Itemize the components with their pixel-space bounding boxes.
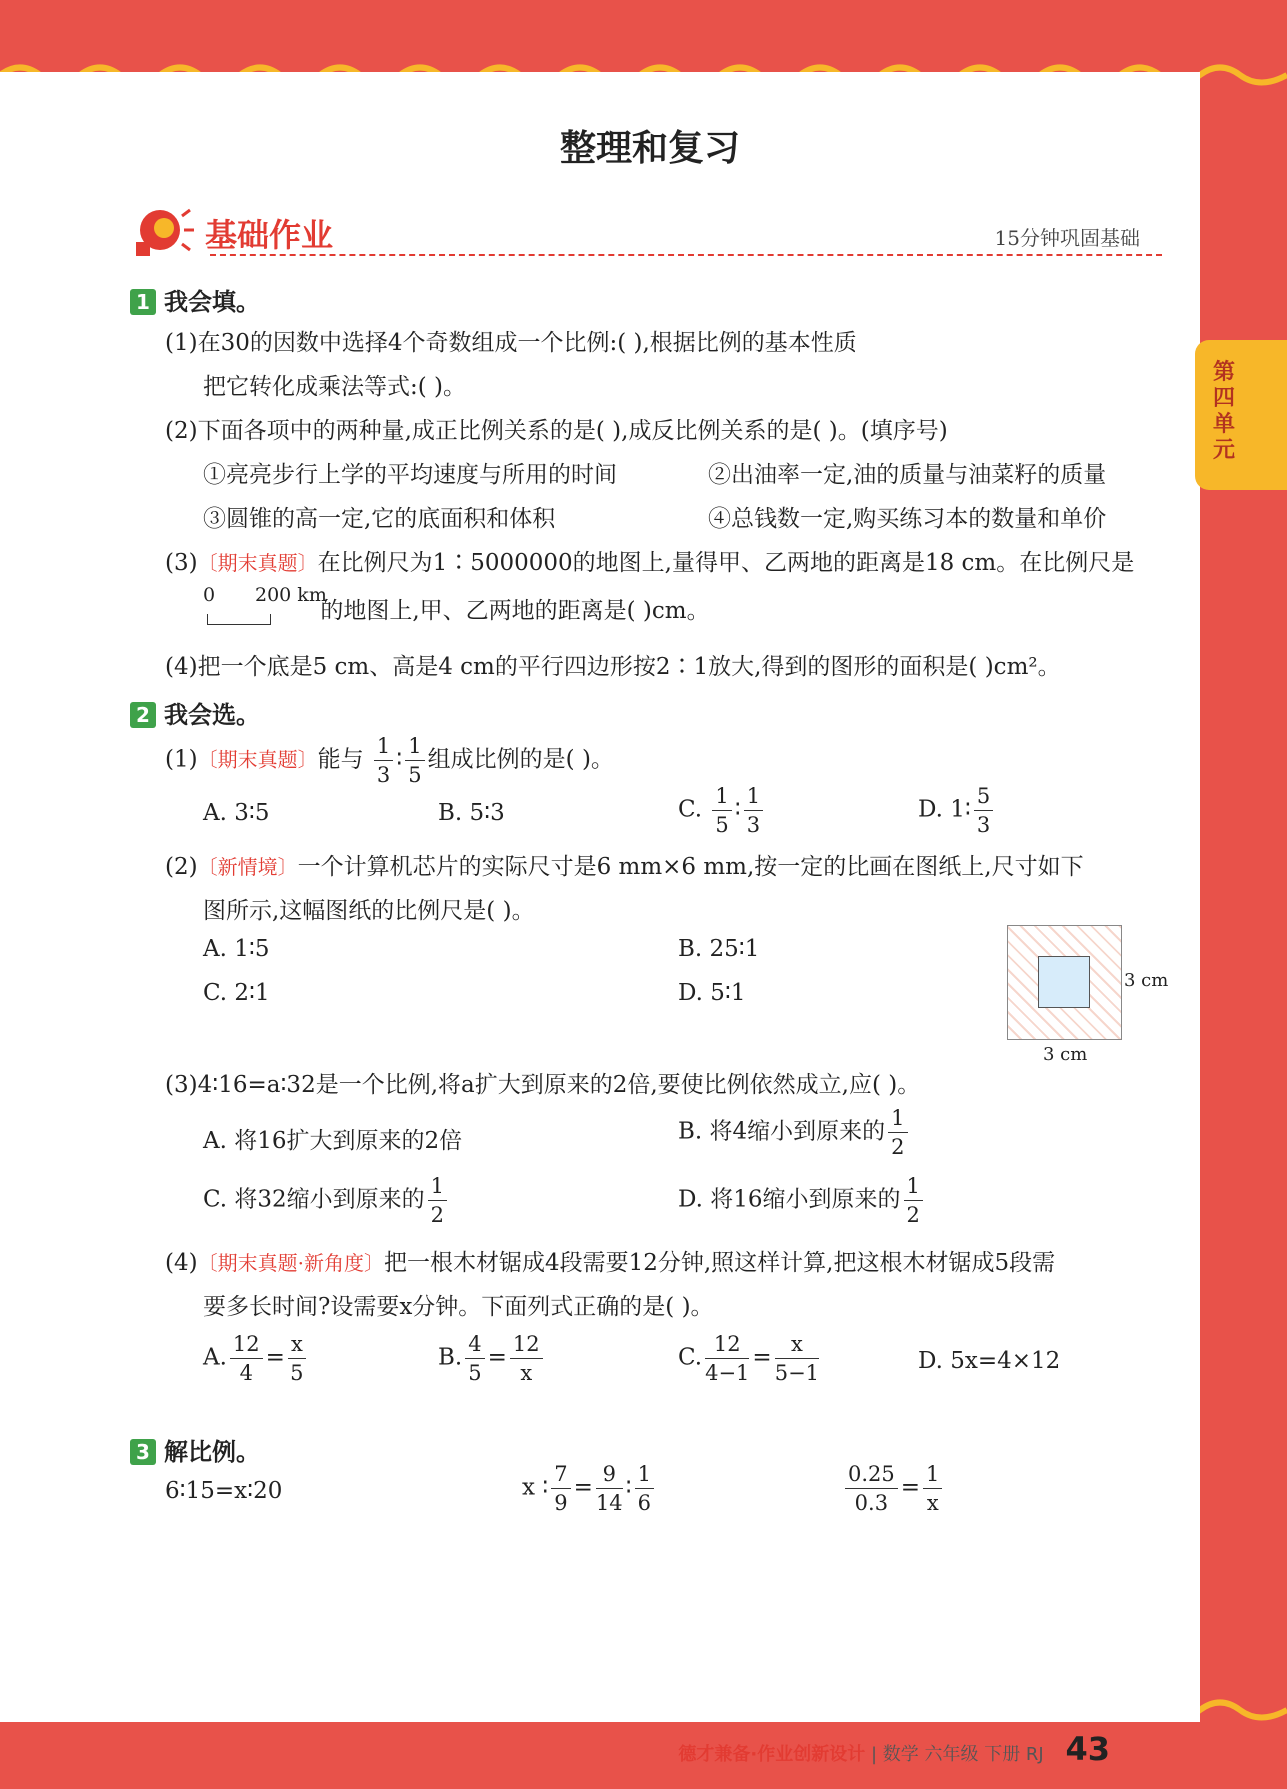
q3-equation-3: $\frac{0.25}{0.3}$ = $\frac{1}{x}$ [842, 1460, 945, 1517]
fraction: $\frac{1}{2}$ [888, 1104, 907, 1161]
scale-bar-line [207, 614, 271, 625]
q1-part3-line1: (3)〔期末真题〕在比例尺为1∶5000000的地图上,量得甲、乙两地的距离是18 cm。在比例尺是 [165, 550, 1135, 576]
question-1-header [130, 282, 260, 317]
fraction: $\frac{1}{6}$ [635, 1460, 654, 1517]
scale-bar [203, 584, 327, 630]
page-footer [678, 1730, 1110, 1768]
q2-part3-option-a: A. 将16扩大到原来的2倍 [203, 1128, 463, 1154]
fraction: $\frac{12}{4-1}$ [705, 1332, 750, 1385]
fraction: $\frac{7}{9}$ [551, 1460, 570, 1517]
fraction: $\frac{9}{14}$ [595, 1462, 623, 1515]
q2-part1: (1)〔期末真题〕能与 $\frac{1}{3}$ ∶ $\frac{1}{5}$ 组成比例的是( )。 [165, 734, 614, 787]
question-3-header [130, 1432, 260, 1467]
q2-part1-option-c: C. $\frac{1}{5}$ ∶ $\frac{1}{3}$ [678, 782, 766, 839]
page-number: 43 [1065, 1730, 1110, 1768]
fraction: $\frac{1}{2}$ [428, 1172, 447, 1229]
section-subtitle: 15分钟巩固基础 [994, 226, 1140, 250]
q1-part2-option3: ③圆锥的高一定,它的底面积和体积 [203, 506, 556, 532]
q2-part1-option-d: D. 1∶ $\frac{5}{3}$ [918, 782, 996, 839]
fraction: $\frac{1}{2}$ [904, 1172, 923, 1229]
q1-part2-line1: (2)下面各项中的两种量,成正比例关系的是( ),成反比例关系的是( )。(填序号) [165, 418, 948, 444]
q2-part2-line2: 图所示,这幅图纸的比例尺是( )。 [203, 898, 535, 924]
q2-part3-option-b: B. 将4缩小到原来的 $\frac{1}{2}$ [678, 1104, 911, 1161]
fraction: $\frac{x}{5}$ [288, 1330, 306, 1387]
figure-bottom-label: 3 cm [1043, 1044, 1088, 1065]
section-label: 基础作业 [205, 216, 334, 254]
q1-part1-line2: 把它转化成乘法等式:( )。 [203, 374, 467, 400]
fraction: $\frac{1}{3}$ [744, 782, 763, 839]
fraction: $\frac{4}{5}$ [465, 1330, 484, 1387]
question-tag: 〔期末真题〕 [197, 747, 318, 772]
q2-part1-option-a: A. 3∶5 [203, 800, 270, 826]
question-title: 我会选。 [164, 701, 260, 729]
footer-info: 数学 六年级 下册 RJ [882, 1744, 1044, 1765]
fraction: $\frac{5}{3}$ [974, 782, 993, 839]
unit-side-tab [1195, 340, 1287, 490]
q1-part2-option4: ④总钱数一定,购买练习本的数量和单价 [708, 506, 1107, 532]
question-number-badge: 2 [130, 702, 156, 728]
fraction: $\frac{12}{x}$ [510, 1330, 543, 1387]
q2-part4-option-a: A. $\frac{12}{4}$ = $\frac{x}{5}$ [203, 1330, 309, 1387]
section-header [130, 202, 1170, 262]
fraction: $\frac{1}{5}$ [712, 782, 731, 839]
unit-side-tab-label: 第四单元 [1213, 360, 1236, 463]
question-2-header [130, 695, 260, 730]
q2-part4-line2: 要多长时间?设需要x分钟。下面列式正确的是( )。 [203, 1294, 714, 1320]
q2-part2-option-b: B. 25∶1 [678, 936, 760, 962]
q2-part3-option-c: C. 将32缩小到原来的 $\frac{1}{2}$ [203, 1172, 450, 1229]
q3-equation-1: 6∶15=x∶20 [165, 1478, 283, 1504]
q2-part4-option-d: D. 5x=4×12 [918, 1348, 1061, 1374]
fraction: $\frac{1}{5}$ [405, 732, 424, 789]
q3-equation-2: x ∶ $\frac{7}{9}$ = $\frac{9}{14}$ ∶ $\frac{1}{6}$ [522, 1460, 657, 1517]
question-tag: 〔新情境〕 [197, 855, 298, 879]
question-tag: 〔期末真题·新角度〕 [197, 1251, 384, 1275]
q2-part3: (3)4∶16=a∶32是一个比例,将a扩大到原来的2倍,要使比例依然成立,应( )。 [165, 1072, 921, 1098]
fraction: $\frac{0.25}{0.3}$ [845, 1460, 898, 1517]
scale-zero-label: 0 [203, 584, 216, 606]
q1-part3-line2: 0 200 km 的地图上,甲、乙两地的距离是( )cm。 [203, 592, 710, 630]
q2-part4-line1: (4)〔期末真题·新角度〕把一根木材锯成4段需要12分钟,照这样计算,把这根木材锯成5段需 [165, 1250, 1056, 1276]
q2-part2-option-d: D. 5∶1 [678, 980, 746, 1006]
q2-part1-option-b: B. 5∶3 [438, 800, 505, 826]
worksheet-page [0, 72, 1200, 1768]
q2-part4-option-b: B. $\frac{4}{5}$ = $\frac{12}{x}$ [438, 1330, 546, 1387]
q2-part2-line1: (2)〔新情境〕一个计算机芯片的实际尺寸是6 mm×6 mm,按一定的比画在图纸上,尺寸如下 [165, 854, 1084, 880]
question-number-badge: 3 [130, 1439, 156, 1465]
footer-divider: | [870, 1744, 883, 1765]
q1-part2-option2: ②出油率一定,油的质量与油菜籽的质量 [708, 462, 1107, 488]
figure-side-label: 3 cm [1124, 970, 1169, 991]
page-title: 整理和复习 [559, 128, 740, 169]
lightbulb-icon [130, 202, 200, 260]
fraction: $\frac{1}{3}$ [374, 732, 393, 789]
chip-figure [1007, 925, 1122, 1040]
question-tag: 〔期末真题〕 [197, 551, 318, 575]
footer-brand: 德才兼备·作业创新设计 [678, 1744, 866, 1765]
q2-part3-option-d: D. 将16缩小到原来的 $\frac{1}{2}$ [678, 1172, 926, 1229]
fraction: $\frac{12}{4}$ [230, 1330, 263, 1387]
question-title: 我会填。 [164, 288, 260, 316]
chip-square [1038, 956, 1090, 1008]
scale-200-label: 200 km [255, 584, 327, 606]
q1-part2-option1: ①亮亮步行上学的平均速度与所用的时间 [203, 462, 617, 488]
q1-part1-line1: (1)在30的因数中选择4个奇数组成一个比例:( ),根据比例的基本性质 [165, 330, 857, 356]
q2-part2-option-a: A. 1∶5 [203, 936, 270, 962]
q2-part4-option-c: C. $\frac{12}{4-1}$ = $\frac{x}{5-1}$ [678, 1332, 820, 1385]
fraction: $\frac{x}{5-1}$ [774, 1332, 820, 1385]
question-title: 解比例。 [164, 1438, 260, 1466]
fraction: $\frac{1}{x}$ [923, 1460, 942, 1517]
q2-part2-option-c: C. 2∶1 [203, 980, 270, 1006]
q1-part4: (4)把一个底是5 cm、高是4 cm的平行四边形按2∶1放大,得到的图形的面积是( )cm²。 [165, 654, 1061, 680]
section-divider [210, 254, 1162, 256]
question-number-badge: 1 [130, 289, 156, 315]
